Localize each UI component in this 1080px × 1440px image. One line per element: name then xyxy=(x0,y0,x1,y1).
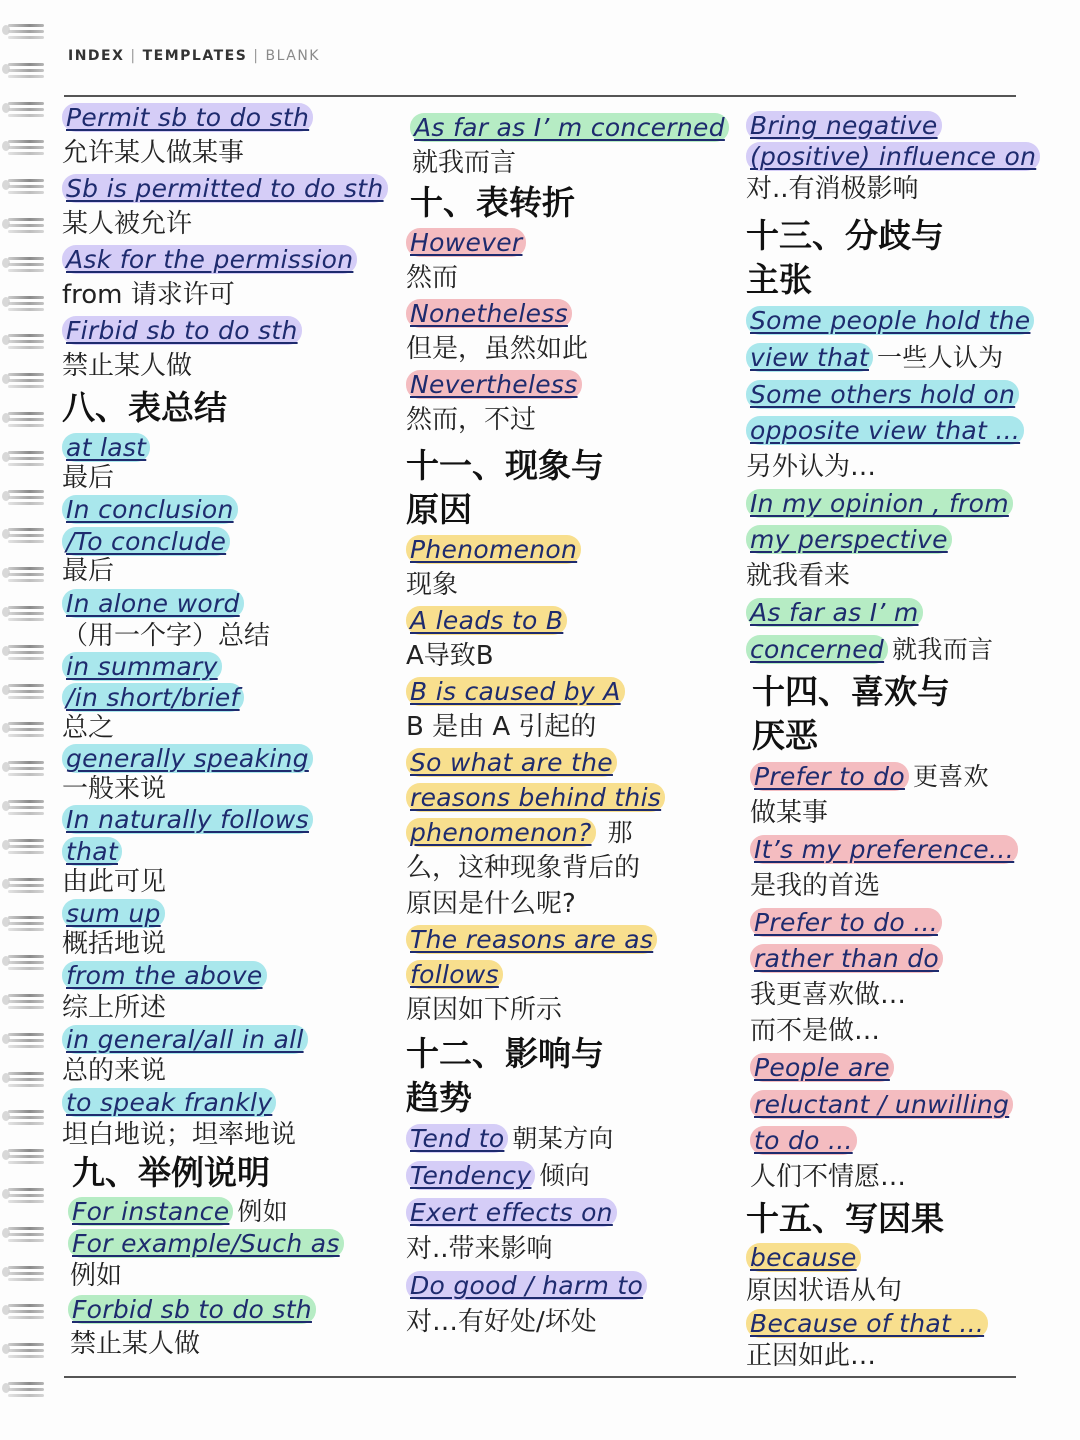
phrase: Because of that ... xyxy=(746,1308,1046,1340)
translation: 然而 xyxy=(406,263,459,293)
section-heading-8: 八、表总结 xyxy=(62,388,227,427)
translation: A导致B xyxy=(406,641,494,671)
phrase: reluctant / unwilling xyxy=(750,1086,1046,1123)
translation: 更喜欢 xyxy=(912,762,989,791)
phrase: B is caused by A xyxy=(406,674,741,709)
translation: 例如 xyxy=(237,1197,289,1226)
translation: （用一个字）总结 xyxy=(62,621,271,651)
translation: 禁止某人做 xyxy=(62,351,193,381)
phrase: at last xyxy=(62,430,392,465)
phrase: /in short/brief xyxy=(62,682,392,713)
translation: 原因如下所示 xyxy=(406,995,563,1025)
phrase: In alone word xyxy=(62,586,392,621)
translation: 就我而言 xyxy=(412,148,517,178)
translation: 一些人认为 xyxy=(876,343,1004,372)
phrase: Permit sb to do sth xyxy=(62,100,392,135)
phrase: Tend to 朝某方向 xyxy=(406,1120,741,1157)
phrase: opposite view that ... xyxy=(746,413,1046,449)
phrase: As far as I’ m concerned xyxy=(410,110,741,145)
spiral-ring xyxy=(2,912,46,934)
translation: 而不是做… xyxy=(750,1016,881,1046)
translation: 那 xyxy=(607,818,633,847)
phrase: from the above xyxy=(62,960,392,992)
spiral-ring xyxy=(2,1029,46,1051)
translation: 朝某方向 xyxy=(512,1124,614,1153)
spiral-ring xyxy=(2,874,46,896)
spiral-ring xyxy=(2,369,46,391)
translation: 就我而言 xyxy=(892,635,994,664)
column-2 xyxy=(406,110,741,1340)
spiral-ring xyxy=(2,1262,46,1284)
phrase: People are xyxy=(750,1049,1046,1086)
top-rule xyxy=(64,95,1016,97)
phrase: For instance 例如 xyxy=(68,1195,392,1229)
spiral-ring xyxy=(2,175,46,197)
spiral-ring xyxy=(2,602,46,624)
spiral-ring xyxy=(2,641,46,663)
translation: 禁止某人做 xyxy=(70,1329,201,1359)
phrase: generally speaking xyxy=(62,743,392,774)
translation: 但是，虽然如此 xyxy=(406,334,589,364)
spiral-ring xyxy=(2,796,46,818)
section-heading-12-cont: 趋势 xyxy=(406,1078,472,1117)
phrase: Nonetheless xyxy=(406,296,741,331)
translation: 总的来说 xyxy=(62,1056,167,1086)
translation: 坦白地说；坦率地说 xyxy=(62,1120,297,1150)
spiral-ring xyxy=(2,990,46,1012)
phrase: Ask for the permission xyxy=(62,242,392,277)
translation: 我更喜欢做… xyxy=(750,980,907,1010)
spiral-ring xyxy=(2,214,46,236)
spiral-ring xyxy=(2,59,46,81)
section-heading-11-cont: 原因 xyxy=(406,490,472,529)
phrase: So what are the xyxy=(406,745,741,780)
translation: 就我看来 xyxy=(746,561,851,591)
spiral-ring xyxy=(2,292,46,314)
phrase: Firbid sb to do sth xyxy=(62,313,392,348)
phrase: Phenomenon xyxy=(406,532,741,567)
spiral-binding xyxy=(0,20,52,1420)
spiral-ring xyxy=(2,1339,46,1361)
phrase: Bring negative xyxy=(746,110,1046,141)
translation: 对..带来影响 xyxy=(406,1234,553,1264)
translation: 原因状语从句 xyxy=(746,1276,903,1306)
section-heading-14-cont: 厌恶 xyxy=(752,716,818,755)
phrase: Do good / harm to xyxy=(406,1267,741,1304)
page-header: INDEX | TEMPLATES | BLANK xyxy=(68,48,320,64)
header-blank[interactable]: BLANK xyxy=(265,48,320,64)
spiral-ring xyxy=(2,1223,46,1245)
phrase: Some people hold the xyxy=(746,302,1046,339)
phrase: Tendency 倾向 xyxy=(406,1157,741,1194)
phrase: in general/all in all xyxy=(62,1024,392,1056)
phrase: In my opinion , from xyxy=(746,485,1046,522)
header-templates[interactable]: TEMPLATES xyxy=(142,48,248,64)
translation: 综上所述 xyxy=(62,993,167,1023)
translation: from 请求许可 xyxy=(62,280,235,310)
translation: 么，这种现象背后的 xyxy=(406,853,641,883)
phrase: to do ... xyxy=(750,1123,1046,1159)
spiral-ring xyxy=(2,951,46,973)
translation: 对…有好处/坏处 xyxy=(406,1307,597,1337)
section-heading-13-cont: 主张 xyxy=(746,260,812,299)
phrase: in summary xyxy=(62,651,392,682)
phrase: Nevertheless xyxy=(406,367,741,402)
section-heading-11: 十一、现象与 xyxy=(406,446,604,485)
phrase: However xyxy=(406,225,741,260)
spiral-ring xyxy=(2,524,46,546)
section-heading-12: 十二、影响与 xyxy=(406,1034,604,1073)
phrase: A leads to B xyxy=(406,603,741,638)
phrase: concerned 就我而言 xyxy=(746,631,1046,668)
phrase: The reasons are as xyxy=(406,922,741,957)
section-heading-14: 十四、喜欢与 xyxy=(752,672,950,711)
translation: 由此可见 xyxy=(62,867,167,897)
bottom-rule xyxy=(64,1376,1016,1378)
translation: 人们不情愿… xyxy=(750,1162,907,1192)
spiral-ring xyxy=(2,563,46,585)
spiral-ring xyxy=(2,1145,46,1167)
translation: 另外认为… xyxy=(746,452,877,482)
translation: 允许某人做某事 xyxy=(62,138,245,168)
translation: 正因如此… xyxy=(746,1341,877,1371)
column-3 xyxy=(746,110,1046,1372)
spiral-ring xyxy=(2,757,46,779)
phrase: For example/Such as xyxy=(68,1229,392,1259)
spiral-ring xyxy=(2,680,46,702)
phrase: rather than do xyxy=(750,941,1046,977)
spiral-ring xyxy=(2,1300,46,1322)
spiral-ring xyxy=(2,1378,46,1400)
phrase: that xyxy=(62,836,392,867)
phrase: As far as I’ m xyxy=(746,594,1046,631)
phrase: reasons behind this xyxy=(406,780,741,815)
phrase: to speak frankly xyxy=(62,1087,392,1119)
phrase: sum up xyxy=(62,898,392,929)
phrase: Exert effects on xyxy=(406,1194,741,1231)
translation: 倾向 xyxy=(539,1161,591,1190)
spiral-ring xyxy=(2,718,46,740)
section-heading-9: 九、举例说明 xyxy=(72,1153,270,1192)
spiral-ring xyxy=(2,447,46,469)
phrase: Some others hold on xyxy=(746,376,1046,413)
phrase: In naturally follows xyxy=(62,804,392,836)
spiral-ring xyxy=(2,1106,46,1128)
translation: 对..有消极影响 xyxy=(746,174,919,204)
phrase: (positive) influence on xyxy=(746,141,1046,172)
translation: 原因是什么呢? xyxy=(406,889,576,919)
phrase: Forbid sb to do sth xyxy=(68,1293,392,1327)
translation: 最后 xyxy=(62,556,115,586)
phrase: phenomenon? 那 xyxy=(406,815,741,850)
translation: 概括地说 xyxy=(62,929,167,959)
translation: 某人被允许 xyxy=(62,209,193,239)
spiral-ring xyxy=(2,136,46,158)
phrase: Prefer to do ... xyxy=(750,904,1046,941)
translation: 最后 xyxy=(62,463,115,493)
header-index[interactable]: INDEX xyxy=(68,48,125,64)
phrase: Prefer to do 更喜欢 xyxy=(750,758,1046,795)
translation: 一般来说 xyxy=(62,774,167,804)
translation: 是我的首选 xyxy=(750,871,881,901)
phrase: because xyxy=(746,1241,1046,1274)
column-1 xyxy=(62,100,392,1361)
phrase: Sb is permitted to do sth xyxy=(62,171,392,206)
phrase: follows xyxy=(406,957,741,992)
spiral-ring xyxy=(2,20,46,42)
phrase: In conclusion xyxy=(62,492,392,527)
spiral-ring xyxy=(2,835,46,857)
section-heading-13: 十三、分歧与 xyxy=(746,216,944,255)
translation: 现象 xyxy=(406,570,459,600)
spiral-ring xyxy=(2,330,46,352)
spiral-ring xyxy=(2,253,46,275)
spiral-ring xyxy=(2,98,46,120)
translation: 例如 xyxy=(70,1261,123,1291)
translation: 然而，不过 xyxy=(406,405,537,435)
spiral-ring xyxy=(2,486,46,508)
translation: 总之 xyxy=(62,713,115,743)
translation: B 是由 A 引起的 xyxy=(406,712,597,742)
spiral-ring xyxy=(2,1068,46,1090)
phrase: It’s my preference… xyxy=(750,831,1046,868)
phrase: my perspective xyxy=(746,522,1046,558)
section-heading-10: 十、表转折 xyxy=(410,183,575,222)
phrase: /To conclude xyxy=(62,527,392,556)
spiral-ring xyxy=(2,1184,46,1206)
section-heading-15: 十五、写因果 xyxy=(746,1199,944,1238)
translation: 做某事 xyxy=(750,798,829,828)
phrase: view that 一些人认为 xyxy=(746,339,1046,376)
spiral-ring xyxy=(2,408,46,430)
